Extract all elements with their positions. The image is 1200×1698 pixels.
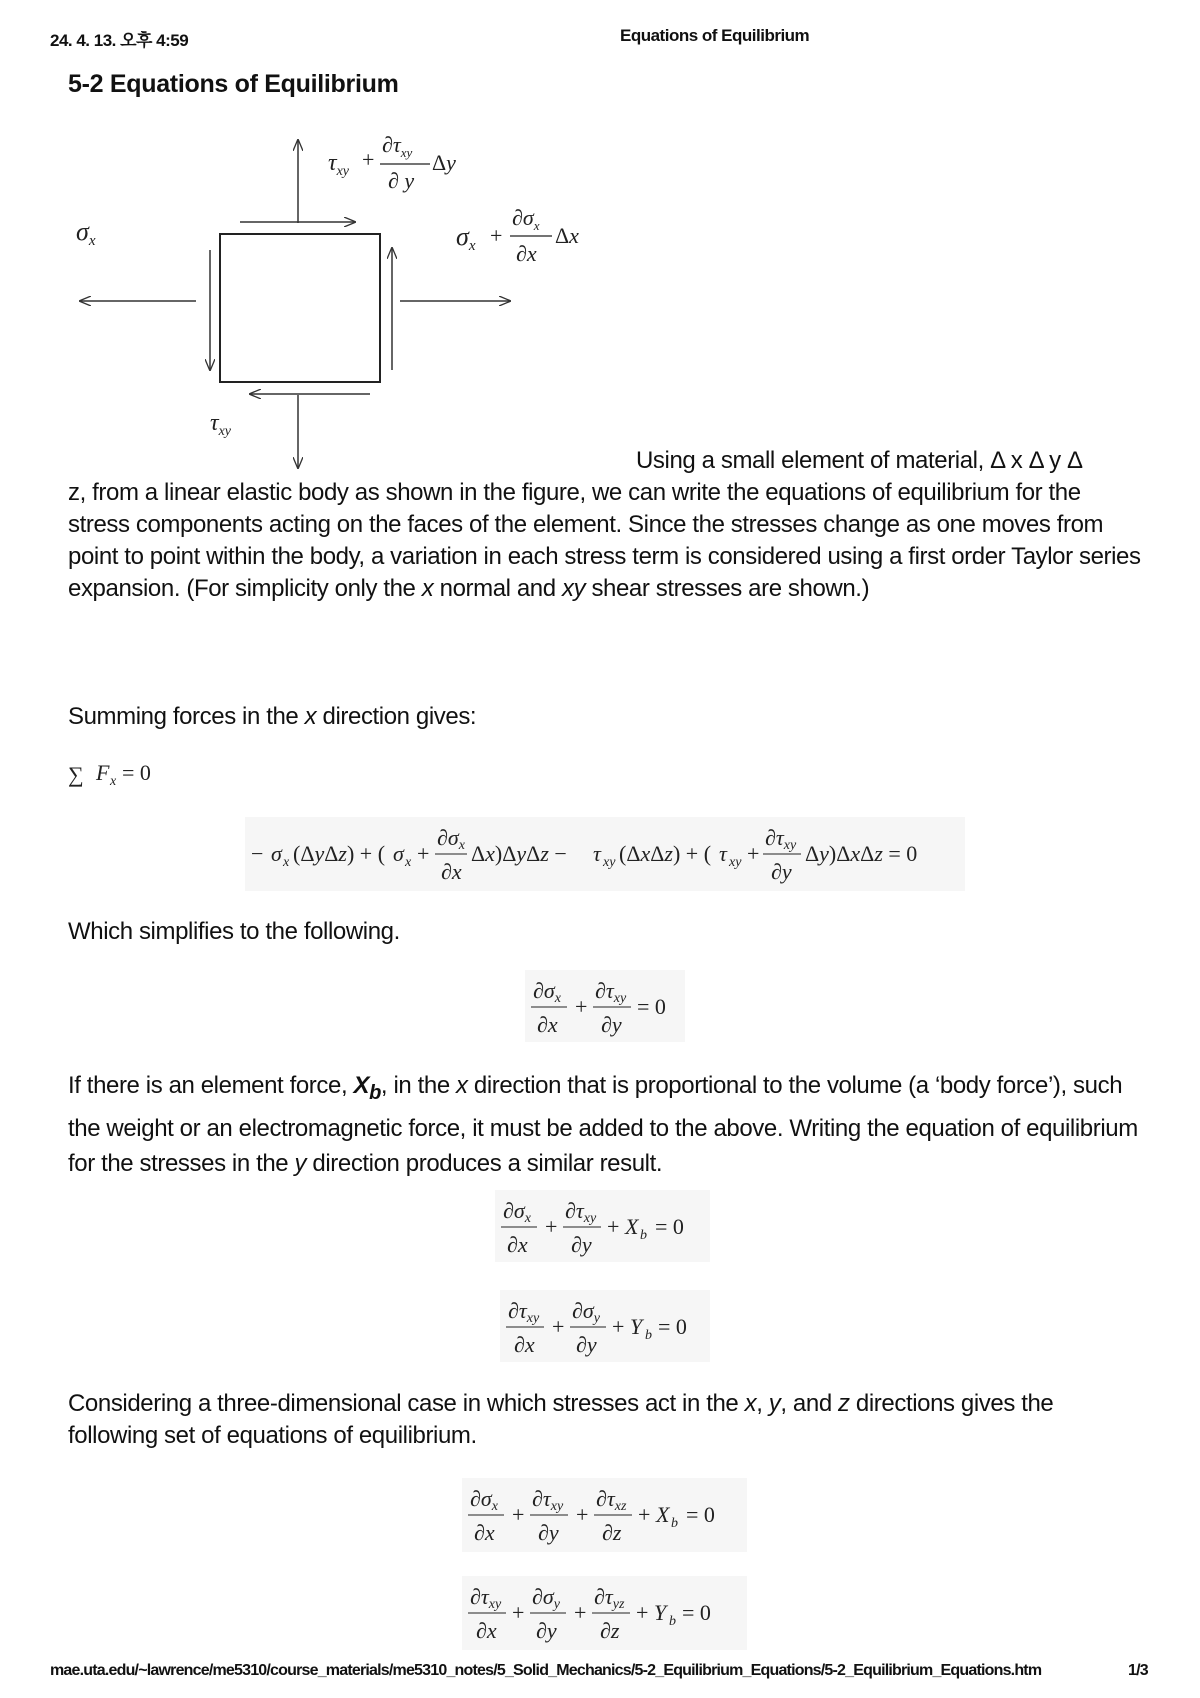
svg-text:+: + bbox=[512, 1502, 525, 1527]
svg-text:∂x: ∂x bbox=[537, 1012, 558, 1037]
svg-text:∂x: ∂x bbox=[474, 1520, 495, 1545]
svg-text:∂x: ∂x bbox=[441, 859, 462, 884]
svg-text:xy: xy bbox=[729, 855, 742, 870]
page-title: 5-2 Equations of Equilibrium bbox=[68, 70, 399, 98]
svg-text:b: b bbox=[640, 1228, 647, 1243]
svg-text:σ: σ bbox=[271, 841, 282, 866]
label-sigma-right: σx bbox=[456, 222, 476, 254]
svg-text:b: b bbox=[671, 1516, 678, 1531]
svg-text:+: + bbox=[612, 1314, 625, 1339]
svg-text:= 0: = 0 bbox=[637, 994, 666, 1019]
svg-text:X: X bbox=[625, 1214, 639, 1239]
svg-text:+: + bbox=[638, 1502, 651, 1527]
svg-text:∂x: ∂x bbox=[516, 241, 537, 266]
svg-text:(ΔxΔz) + (: (ΔxΔz) + ( bbox=[619, 841, 712, 866]
paragraph-intro: Using a small element of material, Δ x Δ y Δ z, from a linear elastic body as shown in the figure, we can write the equations of equilibrium for the stress components acting on the faces of the element. Since the stresses change as one moves from point to point within the body, a variation in each stress term is considered using a first order Taylor series expansion. (For simplicity only the x normal and xy shear stresses are shown.) bbox=[68, 447, 1141, 602]
svg-text:+: + bbox=[417, 841, 430, 866]
svg-text:= 0: = 0 bbox=[658, 1314, 687, 1339]
svg-text:∂σx: ∂σx bbox=[437, 825, 465, 853]
svg-text:∂σx: ∂σx bbox=[470, 1486, 498, 1514]
label-tau-xy-top: $\tau_{xy}$ bbox=[328, 150, 350, 179]
svg-text:τ: τ bbox=[719, 841, 727, 866]
svg-text:∂τxy: ∂τxy bbox=[765, 825, 797, 853]
svg-text:∂y: ∂y bbox=[538, 1520, 559, 1545]
svg-text:X: X bbox=[656, 1502, 670, 1527]
svg-text:Δx: Δx bbox=[555, 223, 579, 248]
svg-text:∂τxy: ∂τxy bbox=[595, 978, 627, 1006]
svg-text:∂σy: ∂σy bbox=[532, 1584, 560, 1612]
svg-text:∂x: ∂x bbox=[476, 1618, 497, 1643]
svg-text:+: + bbox=[747, 841, 760, 866]
svg-text:Y: Y bbox=[630, 1314, 643, 1339]
svg-text:∂z: ∂z bbox=[602, 1520, 622, 1545]
paragraph-simplifies: Which simplifies to the following. bbox=[68, 918, 400, 945]
svg-text:τ: τ bbox=[593, 841, 601, 866]
equation-3d-x bbox=[462, 1478, 747, 1552]
equation-simplified-x bbox=[525, 970, 685, 1042]
svg-text:−: − bbox=[251, 841, 264, 866]
svg-text:x: x bbox=[110, 774, 117, 789]
svg-text:∑: ∑ bbox=[68, 762, 84, 787]
svg-text:x: x bbox=[405, 855, 412, 870]
paragraph-body-force: If there is an element force, $X_b$, in the x direction that is proportional to the volume (a ‘body force’), such the weight or an electromagnetic force, it must be added to the above. Writing the equation of equilibrium for the stresses in the y direction produces a similar result. bbox=[68, 1072, 1138, 1177]
svg-text:∂σx: $\partial\sigma_x$ bbox=[512, 205, 540, 233]
svg-text:+: + bbox=[574, 1600, 587, 1625]
svg-text:+: + bbox=[576, 1502, 589, 1527]
stress-element-figure bbox=[70, 130, 630, 475]
svg-text:+: + bbox=[575, 994, 588, 1019]
svg-text:Y: Y bbox=[654, 1600, 667, 1625]
svg-text:Δy)ΔxΔz = 0: Δy)ΔxΔz = 0 bbox=[805, 841, 918, 866]
svg-text:+: + bbox=[607, 1214, 620, 1239]
svg-text:b: b bbox=[669, 1614, 676, 1629]
svg-text:+: + bbox=[636, 1600, 649, 1625]
equation-2d-y bbox=[500, 1290, 710, 1362]
svg-text:∂y: ∂y bbox=[571, 1232, 592, 1257]
footer-url: mae.uta.edu/~lawrence/me5310/course_materials/me5310_notes/5_Solid_Mechanics/5-2_Equilibrium_Equations/5-2_Equilibrium_Equations.htm bbox=[50, 1662, 1042, 1679]
svg-text:+: + bbox=[545, 1214, 558, 1239]
svg-text:x: x bbox=[283, 855, 290, 870]
svg-text:∂σx: ∂σx bbox=[503, 1198, 531, 1226]
svg-text:xy: xy bbox=[603, 855, 616, 870]
svg-text:+: + bbox=[362, 147, 375, 172]
svg-text:∂y: ∂y bbox=[771, 859, 792, 884]
svg-text:σ: σ bbox=[393, 841, 404, 866]
svg-text:(ΔyΔz) + (: (ΔyΔz) + ( bbox=[293, 841, 386, 866]
svg-text:= 0: = 0 bbox=[686, 1502, 715, 1527]
paragraph-summing: Summing forces in the x direction gives: bbox=[68, 703, 477, 730]
svg-text:+: + bbox=[490, 223, 503, 248]
svg-text:∂τxy: $\partial\tau_{xy}$ bbox=[382, 132, 413, 160]
svg-text:∂τxy: ∂τxy bbox=[508, 1298, 540, 1326]
svg-text:∂ y: ∂ y bbox=[388, 168, 415, 193]
svg-text:∂y: ∂y bbox=[601, 1012, 622, 1037]
svg-text:∂σy: ∂σy bbox=[572, 1298, 600, 1326]
svg-text:= 0: = 0 bbox=[682, 1600, 711, 1625]
svg-text:∂τxz: ∂τxz bbox=[596, 1486, 627, 1514]
svg-text:= 0: = 0 bbox=[122, 760, 151, 785]
svg-text:∂σx: ∂σx bbox=[533, 978, 561, 1006]
svg-text:∂y: ∂y bbox=[576, 1332, 597, 1357]
print-doc-title: Equations of Equilibrium bbox=[620, 26, 810, 45]
svg-text:∂z: ∂z bbox=[600, 1618, 620, 1643]
label-tau-xy-bottom: $\tau_{xy}$ bbox=[210, 410, 232, 439]
equation-2d-x bbox=[495, 1190, 710, 1262]
svg-text:∂τxy: ∂τxy bbox=[532, 1486, 564, 1514]
equation-3d-y bbox=[462, 1576, 747, 1650]
svg-text:∂τxy: ∂τxy bbox=[470, 1584, 502, 1612]
svg-text:= 0: = 0 bbox=[655, 1214, 684, 1239]
svg-text:∂τyz: ∂τyz bbox=[594, 1584, 625, 1612]
element-square bbox=[220, 234, 380, 382]
svg-text:∂y: ∂y bbox=[536, 1618, 557, 1643]
paragraph-3d: Considering a three-dimensional case in which stresses act in the x, y, and z directions gives the following set of equations of equilibrium. bbox=[68, 1390, 1054, 1449]
svg-text:∂x: ∂x bbox=[514, 1332, 535, 1357]
svg-text:∂x: ∂x bbox=[507, 1232, 528, 1257]
print-datetime: 24. 4. 13. 오후 4:59 bbox=[50, 31, 189, 50]
svg-text:F: F bbox=[96, 760, 110, 785]
label-sigma-left: σx bbox=[76, 217, 96, 249]
svg-text:b: b bbox=[645, 1328, 652, 1343]
svg-text:Δx)ΔyΔz −: Δx)ΔyΔz − bbox=[471, 841, 567, 866]
svg-text:∂τxy: ∂τxy bbox=[565, 1198, 597, 1226]
equation-sum-fx bbox=[66, 752, 176, 792]
equation-force-balance bbox=[245, 817, 965, 891]
svg-text:+: + bbox=[552, 1314, 565, 1339]
footer-page-number: 1/3 bbox=[1128, 1662, 1148, 1679]
svg-text:Δy: Δy bbox=[432, 150, 456, 175]
svg-text:+: + bbox=[512, 1600, 525, 1625]
